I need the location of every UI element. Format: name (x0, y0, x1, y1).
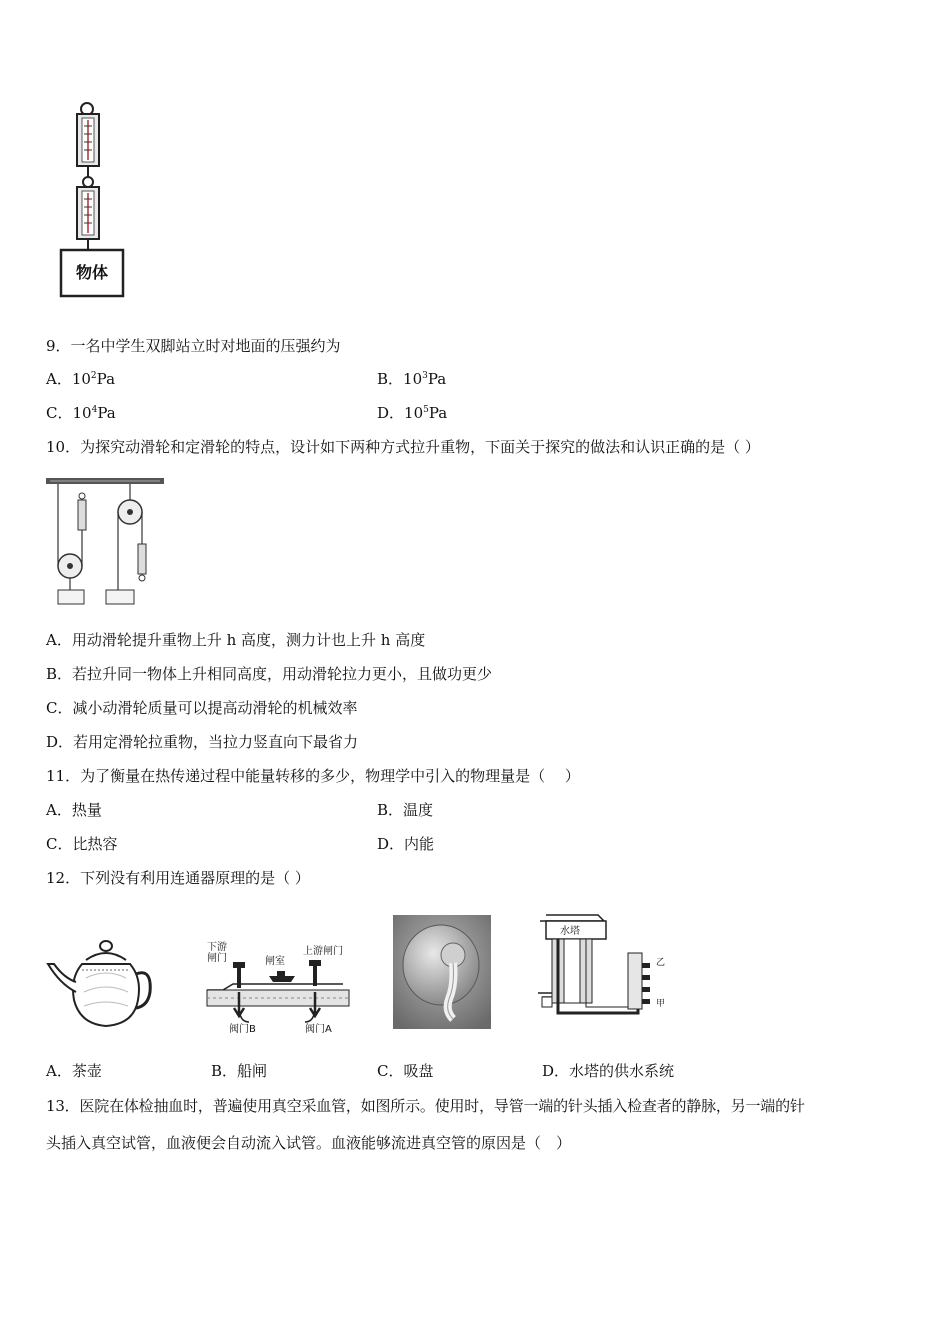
water-tower-mark-jia: 甲 (656, 999, 666, 1009)
q11-option-b[interactable]: B．温度 (377, 801, 434, 819)
q11-stem: 11．为了衡量在热传递过程中能量转移的多少，物理学中引入的物理量是（ ） (46, 767, 580, 785)
q10-option-a[interactable]: A．用动滑轮提升重物上升 h 高度，测力计也上升 h 高度 (46, 631, 426, 649)
q10-stem: 10．为探究动滑轮和定滑轮的特点，设计如下两种方式拉升重物，下面关于探究的做法和认识正确的是（ ） (46, 438, 760, 456)
q11-option-a[interactable]: A．热量 (46, 801, 102, 819)
q9-option-d[interactable]: D．$10^5Pa$ (377, 404, 448, 422)
q12-option-c[interactable]: C．吸盘 (377, 1062, 434, 1080)
q13-stem-line-1: 13．医院在体检抽血时，普遍使用真空采血管，如图所示。使用时，导管一端的针头插入检查者的静脉，另一端的针 (46, 1097, 805, 1115)
q9-option-c[interactable]: C．$10^4Pa$ (46, 404, 116, 422)
q9-option-b[interactable]: B．$10^3Pa$ (377, 370, 447, 388)
q10-option-c[interactable]: C．减小动滑轮质量可以提高动滑轮的机械效率 (46, 699, 358, 717)
q12-option-b[interactable]: B．船闸 (211, 1062, 268, 1080)
water-tower-figure (538, 913, 673, 1023)
downstream-gate-label: 下游闸门 (207, 942, 227, 964)
upstream-gate-label: 上游闸门 (303, 946, 343, 957)
q12-option-d[interactable]: D．水塔的供水系统 (542, 1062, 675, 1080)
q9-option-a[interactable]: A．$10^2Pa$ (46, 370, 116, 388)
water-tower-mark-yi: 乙 (656, 958, 666, 968)
q11-option-c[interactable]: C．比热容 (46, 835, 118, 853)
q10-option-d[interactable]: D．若用定滑轮拉重物，当拉力竖直向下最省力 (46, 733, 359, 751)
object-box-label: 物体 (75, 263, 108, 282)
suction-cup-figure (393, 915, 491, 1029)
chamber-label: 闸室 (265, 956, 285, 967)
q11-option-d[interactable]: D．内能 (377, 835, 435, 853)
water-tower-tank-label: 水塔 (560, 926, 580, 937)
valve-a-label: 阀门A (305, 1024, 332, 1035)
q12-option-a[interactable]: A．茶壶 (46, 1062, 102, 1080)
q12-stem: 12．下列没有利用连通器原理的是（ ） (46, 869, 310, 887)
pulley-figure (46, 478, 166, 608)
ship-lock-figure (203, 940, 353, 1035)
q13-stem-line-2: 头插入真空试管，血液便会自动流入试管。血液能够流进真空管的原因是（ ） (46, 1134, 572, 1152)
teapot-figure (46, 938, 154, 1030)
valve-b-label: 阀门B (229, 1024, 256, 1035)
q10-option-b[interactable]: B．若拉升同一物体上升相同高度，用动滑轮拉力更小，且做功更少 (46, 665, 493, 683)
spring-scale-figure (55, 100, 130, 302)
q9-stem: 9．一名中学生双脚站立时对地面的压强约为 (46, 337, 341, 355)
